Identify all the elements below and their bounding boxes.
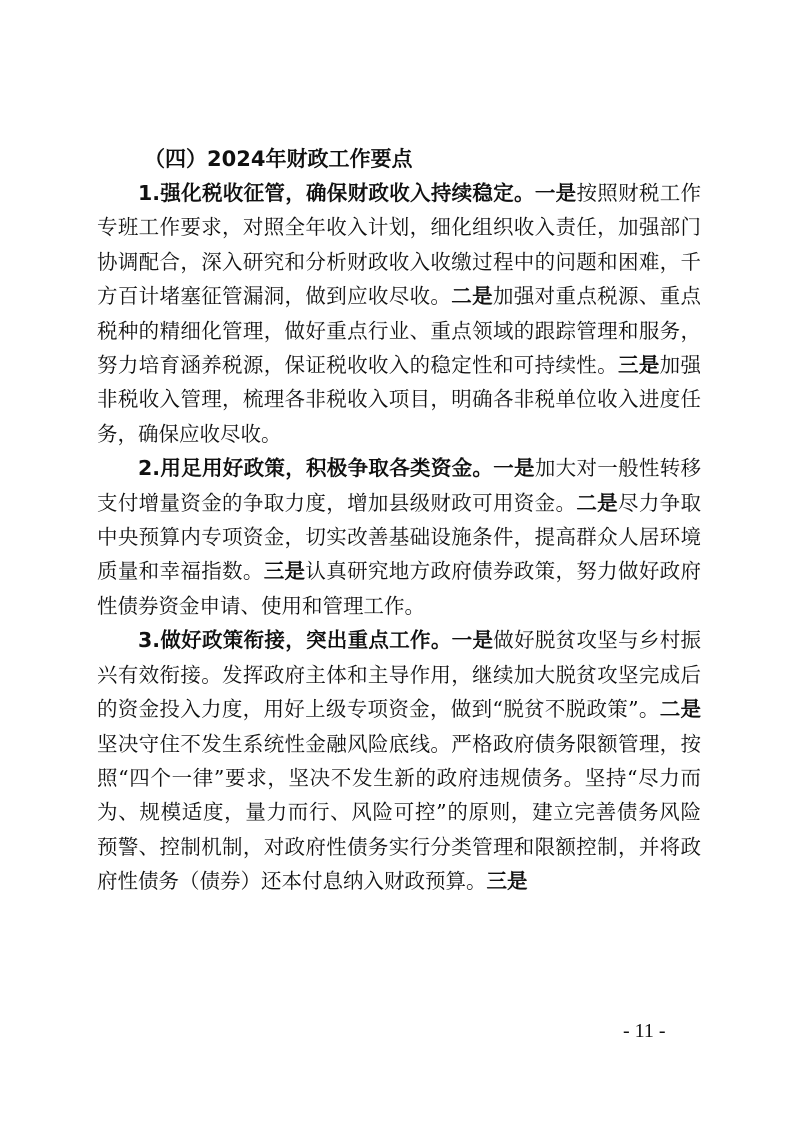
marker: 一是: [534, 181, 577, 205]
paragraph-text: 加强对重点税源、重点税种的精细化管理，做好重点行业、重点领域的跟踪管理和服务，努力培育涵养税源，保证税收收入的稳定性和可持续性。: [97, 284, 702, 378]
paragraph-text: 坚决守住不发生系统性金融风险底线。严格政府债务限额管理，按照“四个一律”要求，坚决不发生新的政府违规债务。坚持“尽力而为、规模适度，量力而行、风险可控”的原则，建立完善债务风险预警、控制机制，对政府性债务实行分类管理和限额控制，并将政府性债务（债券）还本付息纳入财政预算。: [97, 731, 701, 894]
document-body: [97, 143, 701, 899]
section-heading: （四）2024年财政工作要点: [144, 147, 413, 171]
marker: 三是: [263, 559, 306, 584]
marker: 一是: [493, 456, 535, 481]
paragraph-3: [97, 623, 701, 898]
paragraph-text: 按照财税工作专班工作要求，对照全年收入计划，细化组织收入责任，加强部门协调配合，深入研究和分析财政收入收缴过程中的问题和困难，千方百计堵塞征管漏洞，做到应收尽收。: [97, 181, 702, 309]
marker: 二是: [451, 284, 493, 309]
marker: 三是: [486, 869, 528, 894]
page-number: - 11 -: [623, 1020, 666, 1042]
paragraph-text: 加强非税收入管理，梳理各非税收入项目，明确各非税单位收入进度任务，确保应收尽收。: [97, 353, 702, 446]
marker: 二是: [576, 490, 618, 515]
paragraph-text: 加大对一般性转移支付增量资金的争取力度，增加县级财政可用资金。: [97, 456, 702, 515]
paragraph-1-title: 1.强化税收征管，确保财政收入持续稳定。: [138, 181, 535, 205]
paragraph-text: 认真研究地方政府债券政策，努力做好政府性债券资金申请、使用和管理工作。: [97, 559, 702, 618]
paragraph-2: [97, 451, 701, 623]
marker: 三是: [617, 353, 660, 378]
paragraph-2-title: 2.用足用好政策，积极争取各类资金。: [138, 456, 494, 481]
paragraph-text: 做好脱贫攻坚与乡村振兴有效衔接。发挥政府主体和主导作用，继续加大脱贫攻坚完成后的资金投入力度，用好上级专项资金，做到“脱贫不脱政策”。: [97, 628, 702, 722]
paragraph-3-title: 3.做好政策衔接，突出重点工作。: [138, 628, 452, 653]
paragraph-text: 尽力争取中央预算内专项资金，切实改善基础设施条件，提高群众人居环境质量和幸福指数。: [97, 490, 702, 584]
paragraph-1: [97, 176, 701, 451]
marker: 二是: [659, 697, 701, 722]
marker: 一是: [451, 628, 494, 653]
